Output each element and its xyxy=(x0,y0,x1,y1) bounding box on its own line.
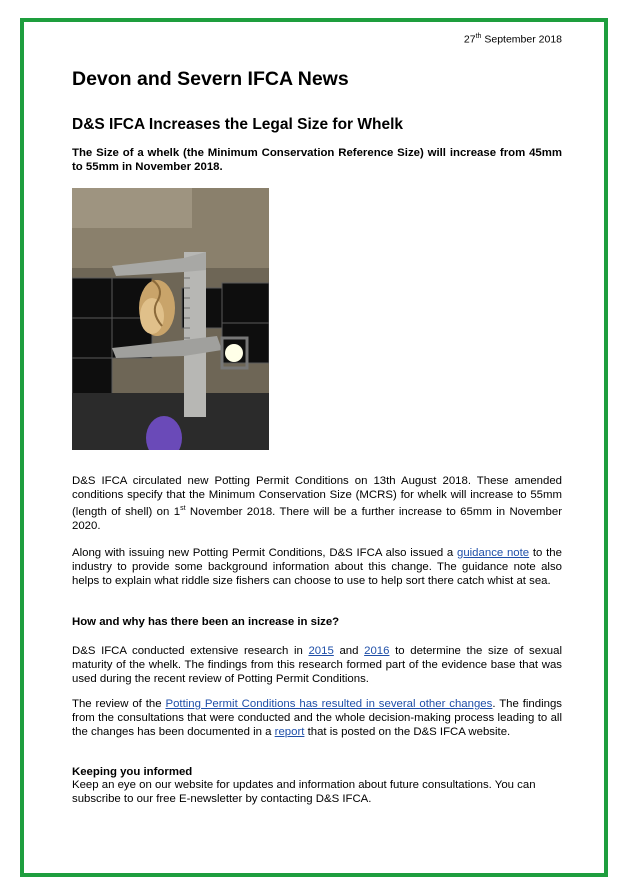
research-2015-link[interactable]: 2015 xyxy=(308,645,334,657)
whelk-measurement-photo xyxy=(72,188,269,450)
research-2016-link[interactable]: 2016 xyxy=(364,645,390,657)
report-link[interactable]: report xyxy=(274,726,305,738)
paragraph-research: D&S IFCA conducted extensive research in 2015 and 2016 to determine the size of sexual maturity of the whelk. The findings from this research formed part of the evidence base that was used during the recent review of Potting Permit Conditions. xyxy=(72,645,562,685)
paragraph-review: The review of the Potting Permit Conditions has resulted in several other changes. The findings from the consultations that were conducted and the whole decision-making process leading to all the changes has been documented in a report that is posted on the D&S IFCA website. xyxy=(72,698,562,738)
article-headline: D&S IFCA Increases the Legal Size for Whelk xyxy=(72,116,404,133)
keeping-informed-heading: Keeping you informed xyxy=(72,766,193,778)
publication-date: 27th September 2018 xyxy=(463,33,562,46)
guidance-note-link[interactable]: guidance note xyxy=(456,547,530,559)
keeping-informed-body: Keep an eye on our website for updates and information about future consultations. You can subscribe to our free E-newsletter by contacting D&S IFCA. xyxy=(72,779,536,805)
potting-permit-changes-link[interactable]: Potting Permit Conditions has resulted in several other changes xyxy=(165,698,493,710)
paragraph-permit-conditions: D&S IFCA circulated new Potting Permit Conditions on 13th August 2018. These amended conditions specify that the Minimum Conservation Size (MCRS) for whelk will increase to 55mm (length of shell) on 1st November 2018. There will be a further increase to 65mm in November 2020. xyxy=(72,475,562,532)
keeping-informed-section xyxy=(72,766,562,806)
paragraph-guidance: Along with issuing new Potting Permit Conditions, D&S IFCA also issued a guidance note to the industry to provide some background information about this change. The guidance note also helps to explain what riddle size fishers can choose to use to help sort there catch whist at sea. xyxy=(72,547,562,587)
section-question: How and why has there been an increase in size? xyxy=(72,616,340,628)
lead-paragraph: The Size of a whelk (the Minimum Conservation Reference Size) will increase from 45mm to 55mm in November 2018. xyxy=(72,147,562,173)
newsletter-title: Devon and Severn IFCA News xyxy=(72,68,349,90)
